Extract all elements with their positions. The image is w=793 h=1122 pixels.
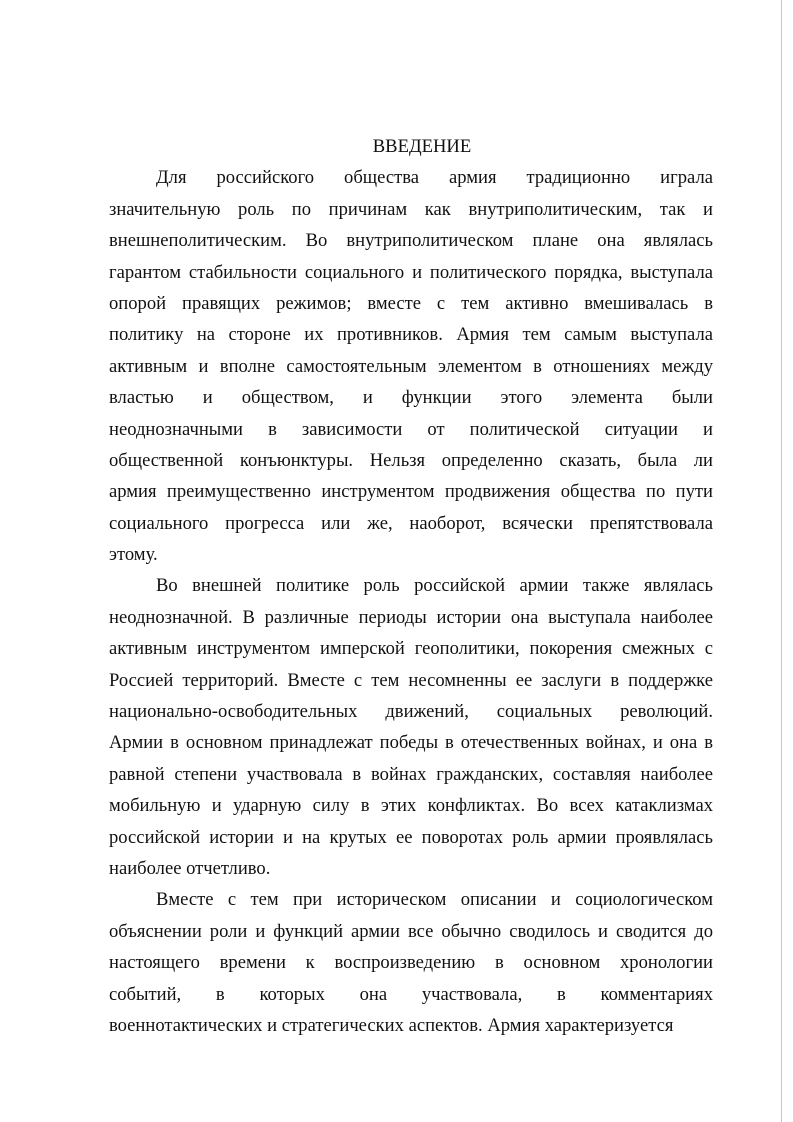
paragraph-line: мобильную и ударную силу в этих конфликтах. Во всех катаклизмах <box>109 795 713 817</box>
paragraph-line: гарантом стабильности социального и политического порядка, выступала <box>109 261 713 283</box>
paragraph-line: Во внешней политике роль российской армии также являлась <box>156 575 713 597</box>
paragraph-line: властью и обществом, и функции этого элемента были <box>109 387 713 409</box>
paragraph-line: политику на стороне их противников. Армия тем самым выступала <box>109 324 713 346</box>
paragraph-line: национально-освободительных движений, социальных революций. <box>109 701 713 723</box>
paragraph-line: российской истории и на крутых ее поворотах роль армии проявлялась <box>109 826 713 848</box>
paragraph-line: активным и вполне самостоятельным элементом в отношениях между <box>109 355 713 377</box>
paragraph-line: настоящего времени к воспроизведению в основном хронологии <box>109 952 713 974</box>
document-body <box>109 131 713 1041</box>
paragraph-line: объяснении роли и функций армии все обычно сводилось и сводится до <box>109 920 713 942</box>
paragraph-line: армия преимущественно инструментом продвижения общества по пути <box>109 481 713 503</box>
paragraph-line: Армии в основном принадлежат победы в отечественных войнах, и она в <box>109 732 713 754</box>
paragraph-line: внешнеполитическим. Во внутриполитическом плане она являлась <box>109 230 713 252</box>
paragraph-line: Для российского общества армия традиционно играла <box>156 167 713 189</box>
paragraph-1 <box>109 162 713 570</box>
paragraph-2 <box>109 570 713 884</box>
paragraph-line: Россией территорий. Вместе с тем несомненны ее заслуги в поддержке <box>109 669 713 691</box>
paragraph-line: неоднозначными в зависимости от политической ситуации и <box>109 418 713 440</box>
paragraph-line: опорой правящих режимов; вместе с тем активно вмешивалась в <box>109 292 713 314</box>
paragraph-3 <box>109 884 713 1041</box>
paragraph-line: общественной конъюнктуры. Нельзя определенно сказать, была ли <box>109 449 713 471</box>
scan-edge-line <box>781 0 782 1122</box>
paragraph-line: событий, в которых она участвовала, в комментариях <box>109 983 713 1005</box>
paragraph-line: этому. <box>109 544 158 566</box>
paragraph-line: активным инструментом имперской геополитики, покорения смежных с <box>109 638 713 660</box>
paragraph-line: социального прогресса или же, наоборот, всячески препятствовала <box>109 512 713 534</box>
paragraph-line: наиболее отчетливо. <box>109 857 271 879</box>
paragraph-line: неоднозначной. В различные периоды истории она выступала наиболее <box>109 606 713 628</box>
paragraph-line: Вместе с тем при историческом описании и социологическом <box>156 889 713 911</box>
paragraph-line: военнотактических и стратегических аспектов. Армия характеризуется <box>109 1014 674 1036</box>
page-title: ВВЕДЕНИЕ <box>372 136 472 157</box>
paragraph-line: равной степени участвовала в войнах гражданских, составляя наиболее <box>109 763 713 785</box>
paragraph-line: значительную роль по причинам как внутриполитическим, так и <box>109 198 713 220</box>
